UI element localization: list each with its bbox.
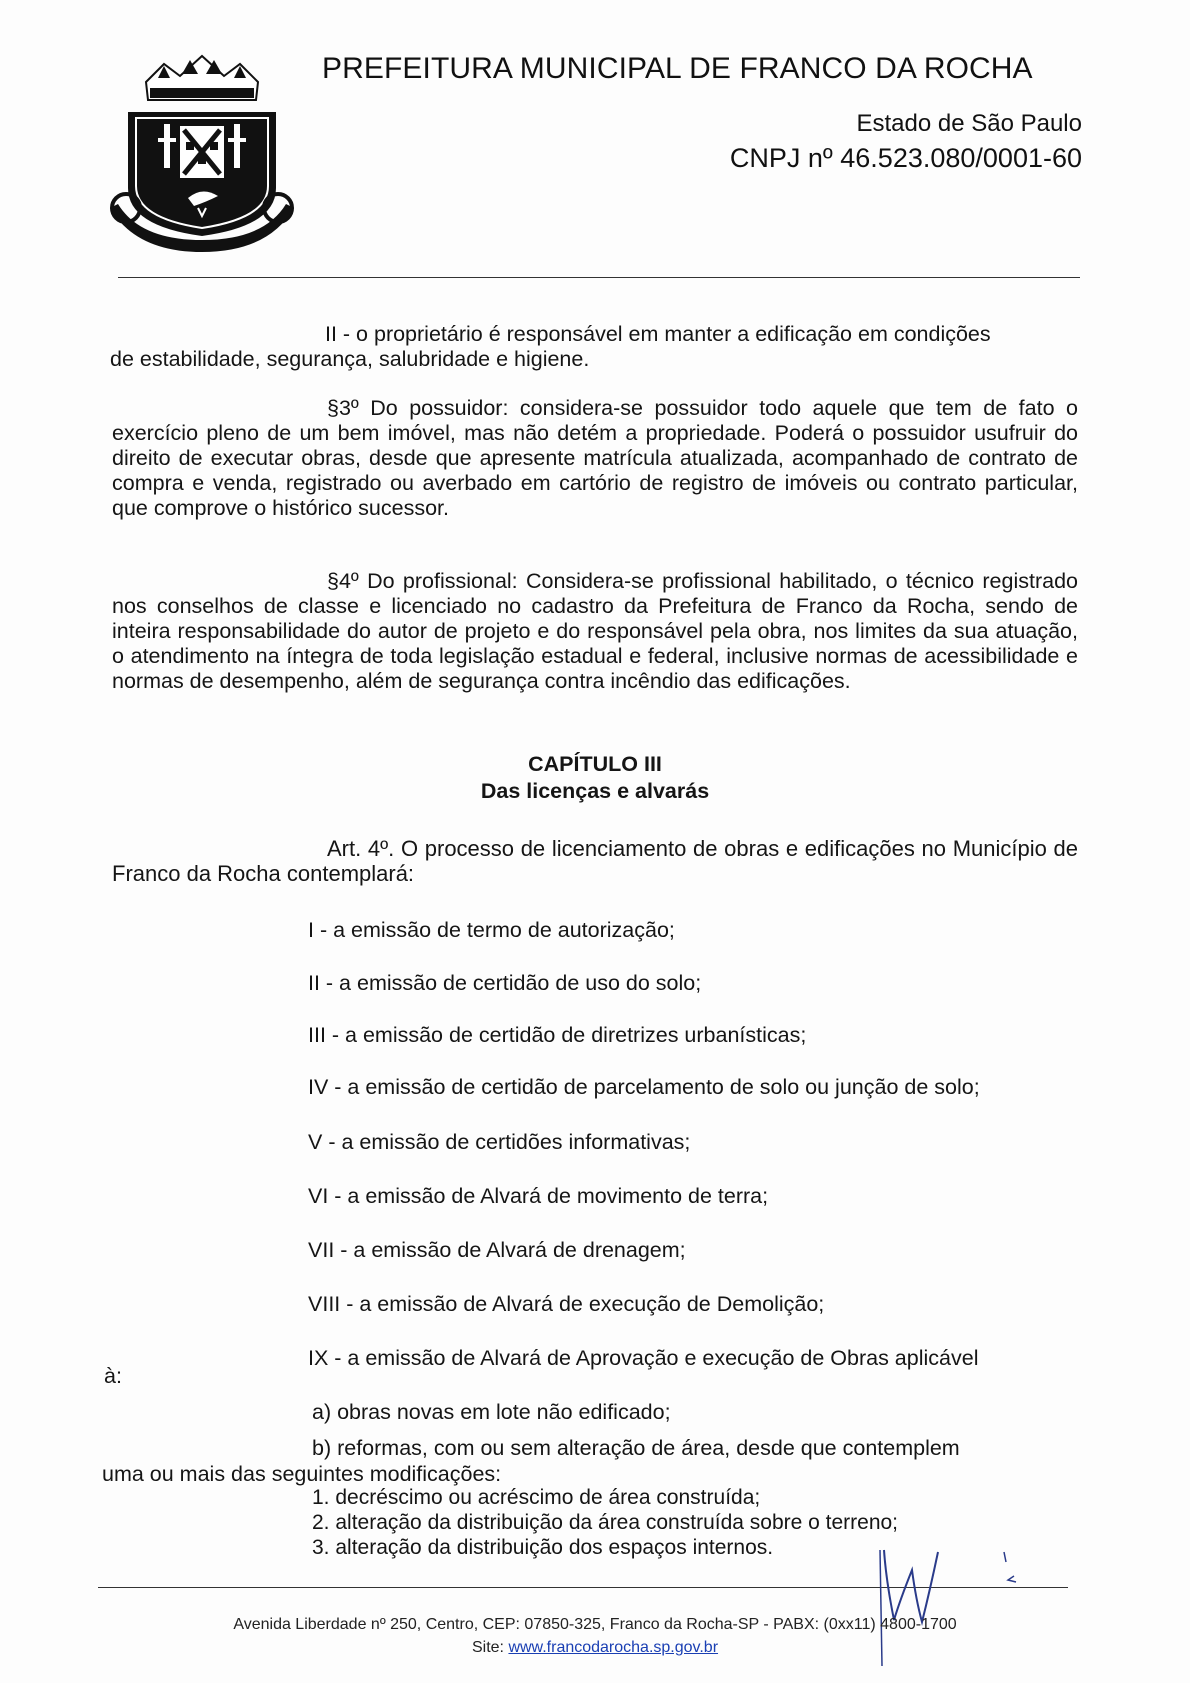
paragraph-item-ii bbox=[110, 322, 1078, 372]
list-item: VIII - a emissão de Alvará de execução de Demolição; bbox=[308, 1292, 825, 1316]
list-item: V - a emissão de certidões informativas; bbox=[308, 1130, 691, 1154]
article-4: Art. 4º. O processo de licenciamento de obras e edificações no Município de Franco da Rocha contemplará: bbox=[112, 836, 1078, 886]
municipal-crest-icon bbox=[106, 38, 298, 256]
sub-item-b-rest: uma ou mais das seguintes modificações: bbox=[102, 1462, 502, 1486]
header-cnpj: CNPJ nº 46.523.080/0001-60 bbox=[729, 143, 1082, 173]
footer-site bbox=[0, 1639, 1190, 1657]
numbered-item: 2. alteração da distribuição da área construída sobre o terreno; bbox=[312, 1511, 899, 1534]
list-item-tail: à: bbox=[104, 1364, 122, 1388]
list-item: II - a emissão de certidão de uso do solo; bbox=[308, 971, 702, 995]
chapter-number: CAPÍTULO III bbox=[528, 752, 662, 776]
header-title: PREFEITURA MUNICIPAL DE FRANCO DA ROCHA bbox=[322, 52, 1033, 85]
list-item: VI - a emissão de Alvará de movimento de terra; bbox=[308, 1184, 769, 1208]
paragraph-section-3: §3º Do possuidor: considera-se possuidor todo aquele que tem de fato o exercício pleno de um bem imóvel, mas não detém a propriedade. Poderá o possuidor usufruir do direito de executar obras, desde que apresente matrícula atualizada, acompanhado de contrato de compra e venda, registrado ou averbado em cartório de registro de imóveis ou contrato particular, que comprove o histórico sucessor. bbox=[112, 396, 1078, 520]
header-state: Estado de São Paulo bbox=[856, 110, 1082, 137]
footer-address: Avenida Liberdade nº 250, Centro, CEP: 07850-325, Franco da Rocha-SP - PABX: (0xx11) 4800-1700 bbox=[233, 1616, 957, 1633]
paragraph-item-ii-rest: de estabilidade, segurança, salubridade e higiene. bbox=[110, 347, 590, 371]
numbered-item: 3. alteração da distribuição dos espaços internos. bbox=[312, 1536, 774, 1559]
sub-item-a: a) obras novas em lote não edificado; bbox=[312, 1400, 671, 1424]
list-item: I - a emissão de termo de autorização; bbox=[308, 918, 675, 942]
numbered-item: 1. decréscimo ou acréscimo de área construída; bbox=[312, 1486, 761, 1509]
list-item: III - a emissão de certidão de diretrizes urbanísticas; bbox=[308, 1023, 807, 1047]
paragraph-section-4: §4º Do profissional: Considera-se profissional habilitado, o técnico registrado nos conselhos de classe e licenciado no cadastro da Prefeitura de Franco da Rocha, sendo de inteira responsabilidade do autor de projeto e do responsável pela obra, nos limites da sua atuação, o atendimento na íntegra de toda legislação estadual e federal, inclusive normas de acessibilidade e normas de desempenho, além de segurança contra incêndio das edificações. bbox=[112, 569, 1078, 693]
sub-item-b-lead: b) reformas, com ou sem alteração de área, desde que contemplem bbox=[312, 1436, 960, 1460]
paragraph-item-ii-lead: II - o proprietário é responsável em manter a edificação em condições bbox=[325, 322, 991, 346]
list-item: IX - a emissão de Alvará de Aprovação e execução de Obras aplicável bbox=[308, 1346, 979, 1370]
signature-initials-icon bbox=[872, 1540, 1052, 1680]
chapter-title: Das licenças e alvarás bbox=[480, 779, 710, 803]
footer-site-label: Site: bbox=[471, 1639, 504, 1656]
header-divider bbox=[118, 277, 1080, 278]
list-item: IV - a emissão de certidão de parcelamento de solo ou junção de solo; bbox=[308, 1075, 980, 1099]
footer-site-link[interactable]: www.francodarocha.sp.gov.br bbox=[508, 1639, 719, 1656]
list-item: VII - a emissão de Alvará de drenagem; bbox=[308, 1238, 686, 1262]
